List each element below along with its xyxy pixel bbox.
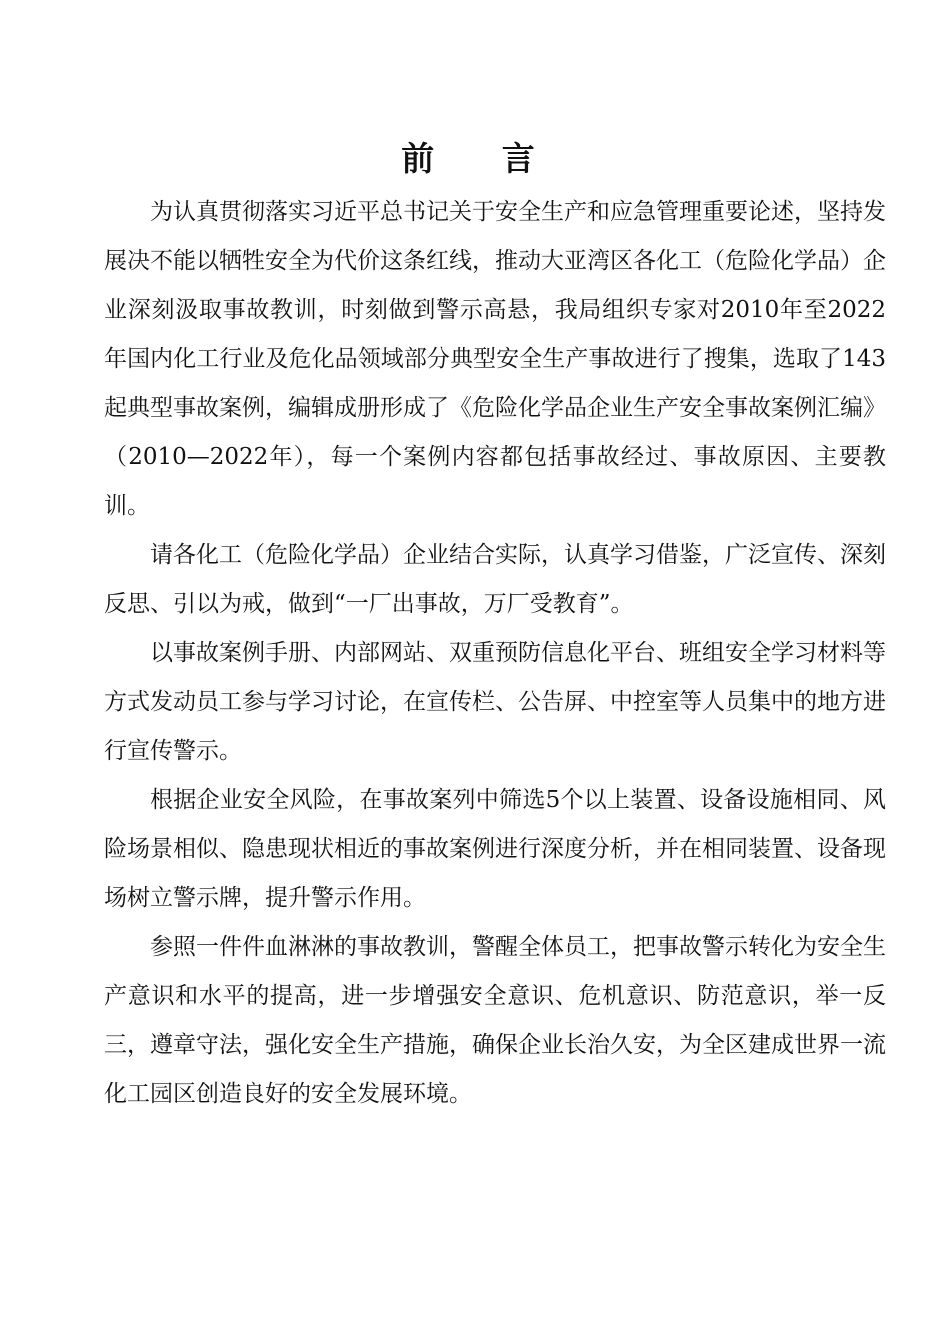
- paragraph-5: 参照一件件血淋淋的事故教训，警醒全体员工，把事故警示转化为安全生产意识和水平的提高，进一步增强安全意识、危机意识、防范意识，举一反三，遵章守法，强化安全生产措施，确保企业长治久安，为全区建成世界一流化工园区创造良好的安全发展环境。: [104, 934, 886, 1107]
- paragraph-4: 根据企业安全风险，在事故案列中筛选5个以上装置、设备设施相同、风险场景相似、隐患现状相近的事故案例进行深度分析，并在相同装置、设备现场树立警示牌，提升警示作用。: [104, 787, 886, 911]
- page-title: 前 言: [401, 139, 563, 179]
- paragraph-1: 为认真贯彻落实习近平总书记关于安全生产和应急管理重要论述，坚持发展决不能以牺牲安全为代价这条红线，推动大亚湾区各化工（危险化学品）企业深刻汲取事故教训，时刻做到警示高悬，我局组织专家对2010年至2022年国内化工行业及危化品领域部分典型安全生产事故进行了搜集，选取了143起典型事故案例，编辑成册形成了《危险化学品企业生产安全事故案例汇编》（2010—2022年），每一个案例内容都包括事故经过、事故原因、主要教训。: [104, 199, 886, 519]
- paragraph-2: 请各化工（危险化学品）企业结合实际，认真学习借鉴，广泛宣传、深刻反思、引以为戒，做到“一厂出事故，万厂受教育”。: [104, 542, 886, 617]
- preface-body: [104, 188, 886, 1119]
- paragraph-3: 以事故案例手册、内部网站、双重预防信息化平台、班组安全学习材料等方式发动员工参与学习讨论，在宣传栏、公告屏、中控室等人员集中的地方进行宣传警示。: [104, 640, 886, 764]
